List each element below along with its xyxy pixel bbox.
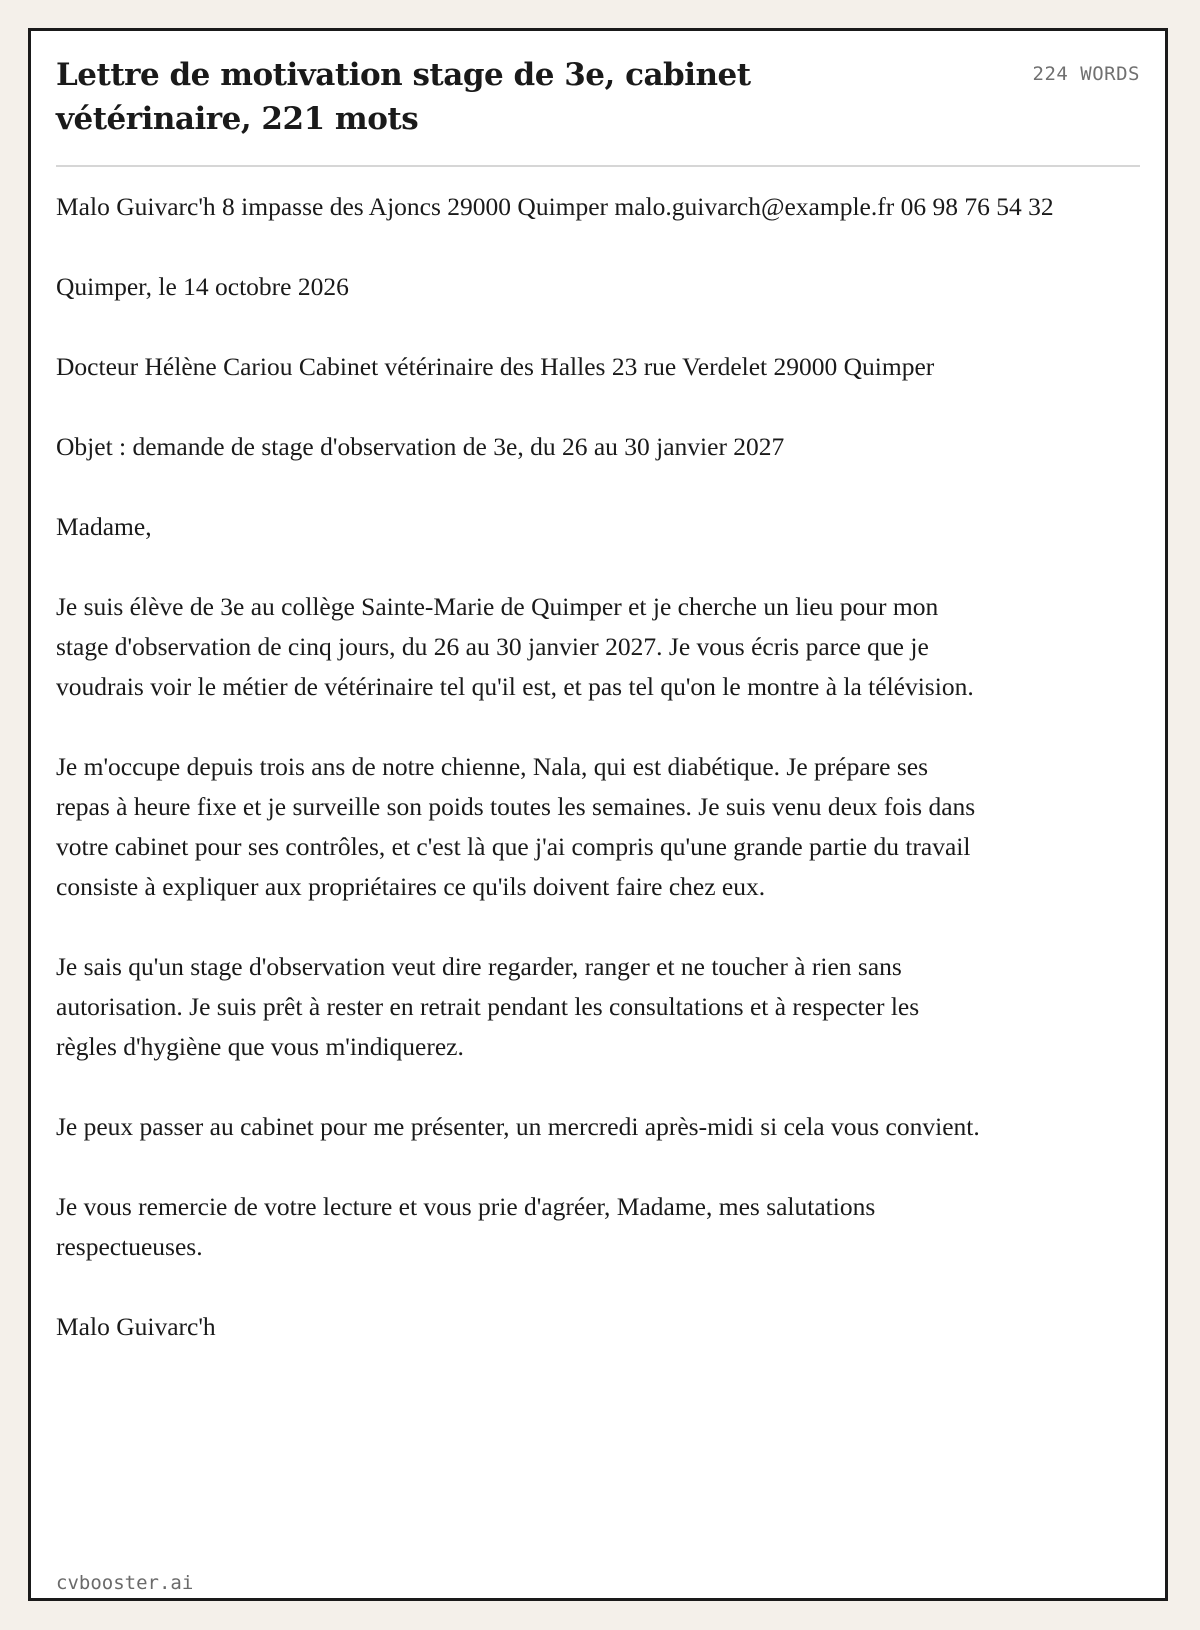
- recipient-address: Docteur Hélène Cariou Cabinet vétérinaire des Halles 23 rue Verdelet 29000 Quimper: [56, 352, 935, 381]
- letter-subject: Objet : demande de stage d'observation de 3e, du 26 au 30 janvier 2027: [56, 432, 785, 461]
- footer-brand: cvbooster.ai: [56, 1572, 194, 1594]
- salutation: Madame,: [56, 512, 152, 541]
- document-title: Lettre de motivation stage de 3e, cabinet vétérinaire, 221 mots: [56, 57, 751, 137]
- word-count-badge: 224 WORDS: [1032, 63, 1140, 85]
- letter-date: Quimper, le 14 octobre 2026: [56, 272, 349, 301]
- document-header: [56, 53, 1140, 167]
- body-paragraph: Je sais qu'un stage d'observation veut dire regarder, ranger et ne toucher à rien sans autorisation. Je suis prêt à rester en retrait pendant les consultations et à respecter les règles d'hygiène que vous m'indiquerez.: [56, 952, 920, 1061]
- letter-body: [56, 167, 1066, 1347]
- document-card: [28, 28, 1168, 1601]
- body-paragraph: Je suis élève de 3e au collège Sainte-Marie de Quimper et je cherche un lieu pour mon stage d'observation de cinq jours, du 26 au 30 janvier 2027. Je vous écris parce que je voudrais voir le métier de vétérinaire tel qu'il est, et pas tel qu'on le montre à la télévision.: [56, 592, 974, 701]
- closing-paragraph: Je vous remercie de votre lecture et vous prie d'agréer, Madame, mes salutations respectueuses.: [56, 1192, 876, 1261]
- body-paragraph: Je peux passer au cabinet pour me présenter, un mercredi après-midi si cela vous convient.: [56, 1112, 980, 1141]
- body-paragraph: Je m'occupe depuis trois ans de notre chienne, Nala, qui est diabétique. Je prépare ses repas à heure fixe et je surveille son poids toutes les semaines. Je suis venu deux fois dans votre cabinet pour ses contrôles, et c'est là que j'ai compris qu'une grande partie du travail consiste à expliquer aux propriétaires ce qu'ils doivent faire chez eux.: [56, 752, 976, 901]
- signature: Malo Guivarc'h: [56, 1312, 216, 1341]
- sender-address: Malo Guivarc'h 8 impasse des Ajoncs 29000 Quimper malo.guivarch@example.fr 06 98 76 54 32: [56, 192, 1054, 221]
